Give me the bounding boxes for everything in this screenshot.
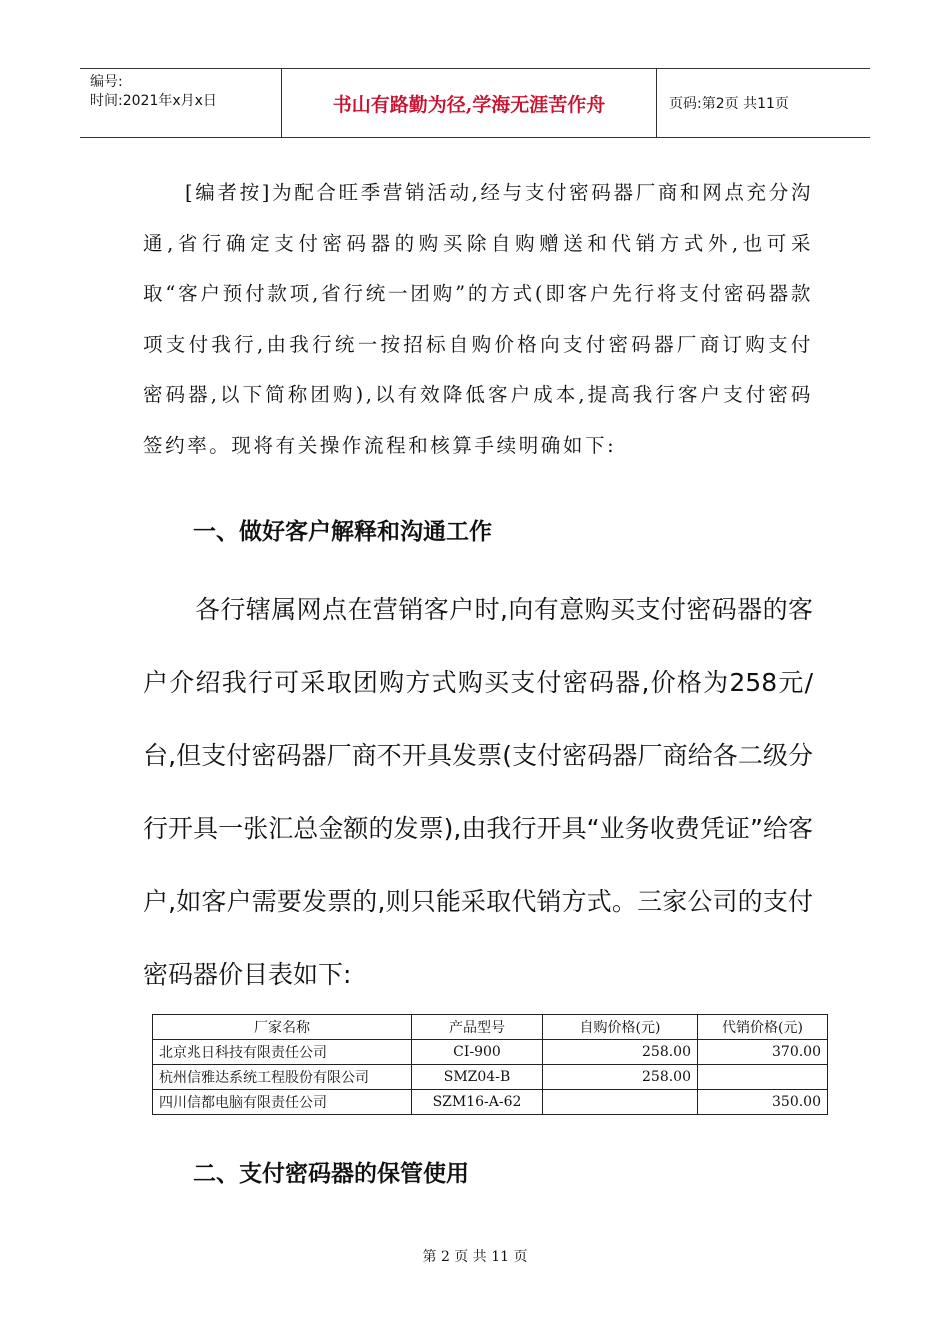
self-price-cell [543,1090,698,1115]
model-cell: SZM16-A-62 [412,1090,543,1115]
section2-title: 二、支付密码器的保管使用 [193,1161,469,1187]
header-meta-cell [80,69,282,137]
self-price-cell: 258.00 [543,1065,698,1090]
manufacturer-cell: 四川信都电脑有限责任公司 [153,1090,412,1115]
manufacturer-cell: 杭州信雅达系统工程股份有限公司 [153,1065,412,1090]
table-row [153,1065,828,1090]
table-header-row [153,1015,828,1040]
table-header-cell: 代销价格(元) [698,1015,828,1040]
table-header-cell: 厂家名称 [153,1015,412,1040]
agency-price-cell [698,1065,828,1090]
table-header-cell: 自购价格(元) [543,1015,698,1040]
manufacturer-cell: 北京兆日科技有限责任公司 [153,1040,412,1065]
table-row [153,1040,828,1065]
page-footer: 第 2 页 共 11 页 [422,1249,528,1265]
price-table [152,1014,828,1115]
model-cell: SMZ04-B [412,1065,543,1090]
header-table [80,68,870,138]
header-page-info: 页码:第2页 共11页 [669,96,789,112]
document-time-label: 时间:2021年x月x日 [90,93,217,109]
header-motto: 书山有路勤为径,学海无涯苦作舟 [282,69,657,137]
agency-price-cell: 350.00 [698,1090,828,1115]
section1-title: 一、做好客户解释和沟通工作 [193,519,492,545]
self-price-cell: 258.00 [543,1040,698,1065]
document-number-label: 编号: [90,74,123,90]
editor-note: [编者按]为配合旺季营销活动,经与支付密码器厂商和网点充分沟通,省行确定支付密码器的购买除自购赠送和代销方式外,也可采取“客户预付款项,省行统一团购”的方式(即客户先行将支付密码器款项支付我行,由我行统一按招标自购价格向支付密码器厂商订购支付密码器,以下简称团购),以有效降低客户成本,提高我行客户支付密码签约率。现将有关操作流程和核算手续明确如下: [143,181,813,457]
model-cell: CI-900 [412,1040,543,1065]
section1-body: 各行辖属网点在营销客户时,向有意购买支付密码器的客户介绍我行可采取团购方式购买支付密码器,价格为258元/台,但支付密码器厂商不开具发票(支付密码器厂商给各二级分行开具一张汇总金额的发票),由我行开具“业务收费凭证”给客户,如客户需要发票的,则只能采取代销方式。三家公司的支付密码器价目表如下: [143,595,813,989]
agency-price-cell: 370.00 [698,1040,828,1065]
table-row [153,1090,828,1115]
table-header-cell: 产品型号 [412,1015,543,1040]
